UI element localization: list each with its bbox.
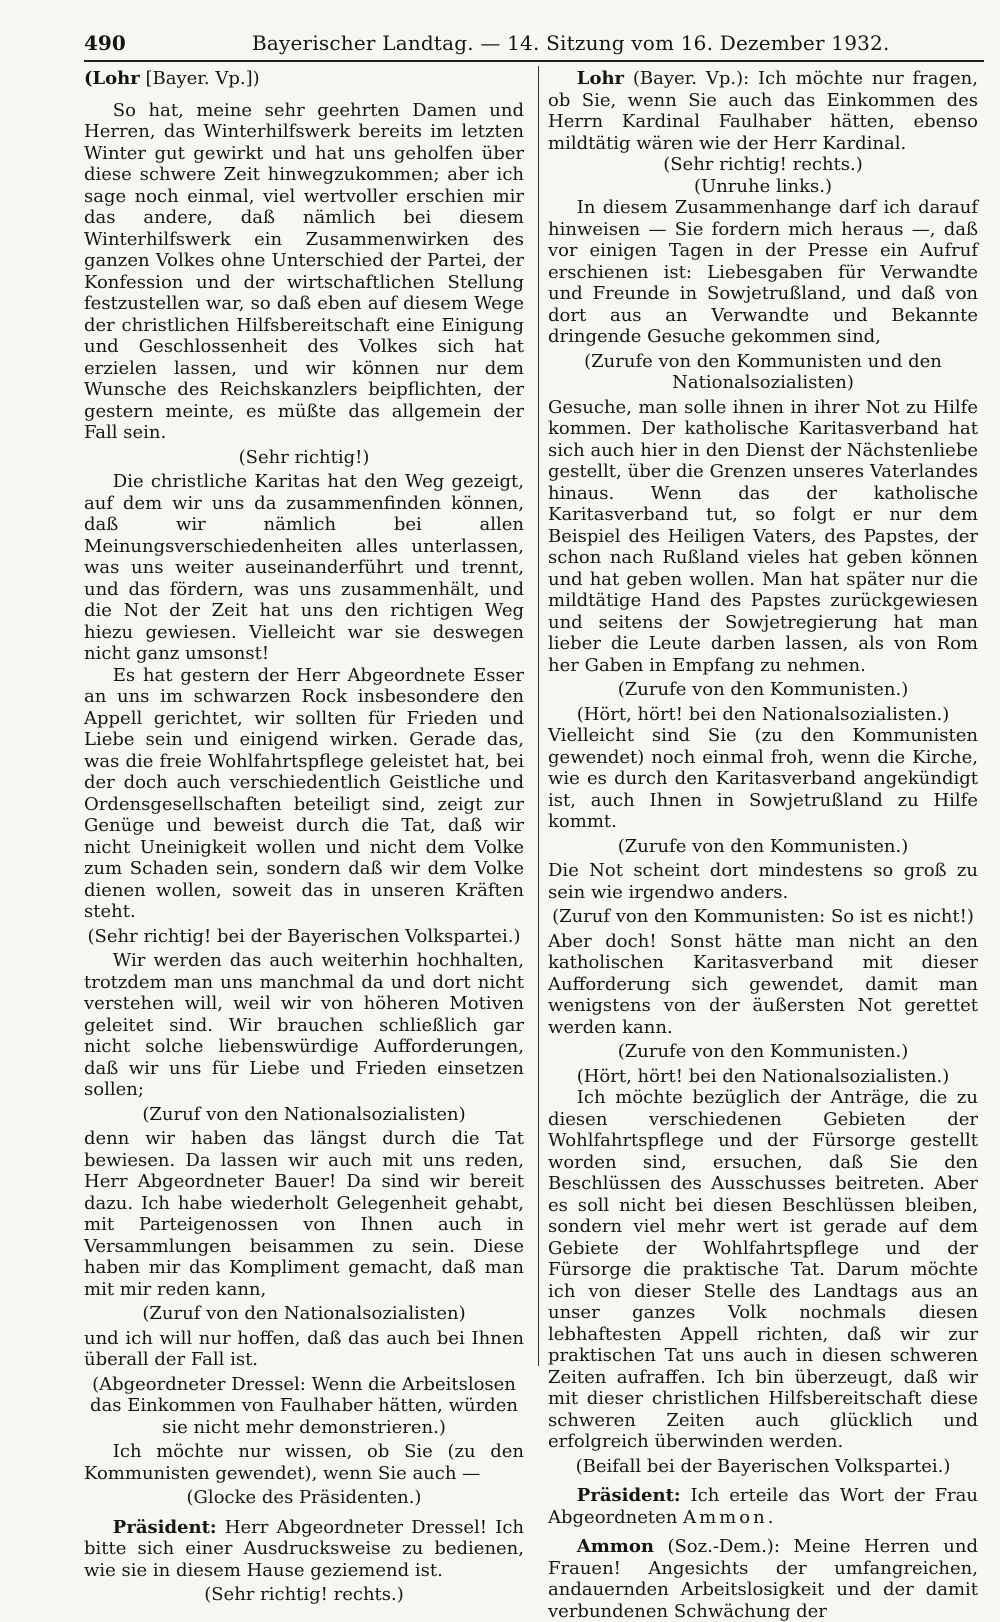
- paragraph: Ich möchte nur wissen, ob Sie (zu den Kommunisten gewendet), wenn Sie auch —: [84, 1441, 524, 1484]
- president-text: Ich erteile das Wort der Frau Abgeordneten: [548, 1485, 978, 1528]
- paragraph: Vielleicht sind Sie (zu den Kommunisten gewendet) noch einmal froh, wenn die Kirche, wie es durch den Karitasverband angekündigt ist, auch Ihnen in Sowjetrußland zu Hilfe kommt.: [548, 725, 978, 832]
- speaker-paragraph: [548, 68, 978, 154]
- interjection: (Beifall bei der Bayerischen Volkspartei.): [575, 1455, 951, 1477]
- interjection: (Zurufe von den Kommunisten.): [617, 1041, 909, 1062]
- speaker-line: [84, 68, 524, 90]
- speaker-name: Lohr: [576, 68, 625, 89]
- interjection: (Abgeordneter Dressel: Wenn die Arbeitslosen das Einkommen von Faulhaber hätten, würden sie nicht mehr demonstrieren.): [90, 1373, 518, 1438]
- speaker-text: (Soz.-Dem.): Meine Herren und Frauen! Angesichts der umfangreichen, andauernden Arbeitslosigkeit und der damit verbundenen Schwächung der: [548, 1536, 978, 1622]
- interjection: (Sehr richtig! rechts.): [663, 154, 863, 175]
- interjection: (Hört, hört! bei den Nationalsozialisten.): [576, 703, 950, 725]
- paragraph: Aber doch! Sonst hätte man nicht an den katholischen Karitasverband mit dieser Aufforderung sich gewendet, damit man wenigstens von der äußersten Not gerettet werden kann.: [548, 930, 978, 1038]
- president-text: Herr Abgeordneter Dressel! Ich bitte sich einer Ausdrucksweise zu bedienen, wie sie in diesem Hause geziemend ist.: [84, 1516, 524, 1581]
- paragraph: So hat, meine sehr geehrten Damen und Herren, das Winterhilfswerk bereits im letzten Winter gut gewirkt und hat uns geholfen über diese schwere Zeit hinwegzukommen; aber ich sage noch einmal, viel wertvoller erschien mir das andere, daß nämlich bei diesem Winterhilfswerk ein Zusammenwirken des ganzen Volkes ohne Unterschied der Partei, der Konfession und der wirtschaftlichen Stellung festzustellen war, so daß eben auf diesem Wege der christlichen Hilfsbereitschaft eine Einigung und Geschlossenheit des Volkes sich hat erzielen lassen, und wir können nur dem Wunsche des Reichskanzlers beipflichten, der gestern meinte, es müßte das allgemein der Fall sein.: [84, 99, 524, 443]
- paragraph: denn wir haben das längst durch die Tat bewiesen. Da lassen wir auch mit uns reden, Herr Abgeordneter Bauer! Da sind wir bereit dazu. Ich habe wiederholt Gelegenheit gehabt, mit Parteigenossen von Ihnen auch in Versammlungen beisammen zu sein. Diese haben mir das Kompliment gemacht, daß man mit mir reden kann,: [84, 1128, 524, 1300]
- interjection: (Sehr richtig! rechts.): [204, 1584, 404, 1605]
- interjection: (Zurufe von den Kommunisten.): [617, 835, 909, 857]
- speaker-name: Ammon: [576, 1536, 654, 1557]
- left-column: [84, 68, 524, 1609]
- interjection: (Sehr richtig!): [238, 446, 370, 468]
- speaker-paragraph: [548, 1536, 978, 1622]
- interjection: (Sehr richtig! bei der Bayerischen Volkspartei.): [87, 925, 521, 947]
- paragraph: Wir werden das auch weiterhin hochhalten, trotzdem man uns manchmal da und dort nicht verstehen will, weil wir von höheren Motiven geleitet sind. Wir brauchen schließlich gar nicht solche liebenswürdige Aufforderungen, daß wir uns für Liebe und Frieden einsetzen sollen;: [84, 950, 524, 1100]
- speaker-party: [Bayer. Vp.]): [139, 68, 260, 89]
- speaker-name: (Lohr: [84, 68, 140, 89]
- paragraph: Ich möchte bezüglich der Anträge, die zu diesen verschiedenen Gebieten der Wohlfahrtspflege und der Fürsorge gestellt worden sind, ersuchen, daß Sie den Beschlüssen des Ausschusses beitreten. Aber es soll nicht bei diesen Beschlüssen bleiben, sondern viel mehr wert ist gerade auf dem Gebiete der Wohlfahrtspflege und der Fürsorge die praktische Tat. Darum möchte ich von dieser Stelle des Landtags aus an unser ganzes Volk nochmals diesen lebhaftesten Appell richten, daß wir zur praktischen Tat uns auch in diesen schweren Zeiten aufraffen. Ich bin überzeugt, daß wir mit dieser christlichen Hilfsbereitschaft diese schweren Zeiten auch glücklich und erfolgreich überwinden werden.: [548, 1087, 978, 1452]
- president-label: Präsident:: [576, 1485, 681, 1506]
- paragraph: Es hat gestern der Herr Abgeordnete Esser an uns im schwarzen Rock insbesondere den Appell gerichtet, wir sollten für Frieden und Liebe sein und einigend wirken. Gerade das, was die freie Wohlfahrtspflege geleistet hat, bei der doch auch verschiedentlich Geistliche und Ordensgesellschaften beteiligt sind, zeigt zur Genüge und beweist durch die Tat, daß wir nicht Uneinigkeit wollen und nicht dem Volke zum Schaden sein, sondern daß wir dem Volke dienen wollen, soweit das in unseren Kräften steht.: [84, 664, 524, 922]
- interjection: (Glocke des Präsidenten.): [186, 1487, 422, 1508]
- president-label: Präsident:: [112, 1516, 217, 1538]
- president-paragraph: [84, 1517, 524, 1582]
- speaker-text: (Bayer. Vp.): Ich möchte nur fragen, ob Sie, wenn Sie auch das Einkommen des Herrn Kardinal Faulhaber hätten, ebenso mildtätig wären wie der Herr Kardinal.: [548, 68, 978, 154]
- interjection: (Zuruf von den Nationalsozialisten): [142, 1303, 466, 1324]
- paragraph: In diesem Zusammenhange darf ich darauf hinweisen — Sie fordern mich heraus —, daß vor einigen Tagen in der Presse ein Aufruf erschienen ist: Liebesgaben für Verwandte und Freunde in Sowjetrußland, und daß von dort aus an Verwandte und Bekannte dringende Gesuche gekommen sind,: [548, 197, 978, 347]
- header-rule: [84, 60, 984, 62]
- interjection: (Hört, hört! bei den Nationalsozialisten.): [576, 1065, 950, 1087]
- interjection: (Zurufe von den Kommunisten.): [617, 679, 909, 700]
- paragraph: und ich will nur hoffen, daß das auch bei Ihnen überall der Fall ist.: [84, 1327, 524, 1370]
- paragraph: Die christliche Karitas hat den Weg gezeigt, auf dem wir uns da zusammenfinden können, daß wir nämlich bei allen Meinungsverschiedenheiten alles unterlassen, was uns weiter auseinanderführt und trennt, und das fördern, was uns zusammenhält, und die Not der Zeit hat uns den richtigen Weg hiezu gewiesen. Vielleicht war sie deswegen nicht ganz umsonst!: [84, 471, 524, 664]
- page-number: 490: [84, 31, 126, 55]
- column-divider: [538, 66, 539, 1366]
- interjection: (Zurufe von den Kommunisten und den Nationalsozialisten): [584, 350, 942, 393]
- paragraph: Gesuche, man solle ihnen in ihrer Not zu Hilfe kommen. Der katholische Karitasverband hat sich auch hier in den Dienst der Nächstenliebe gestellt, über die Grenzen unseres Vaterlandes hinaus. Wenn das der katholische Karitasverband tut, so folgt er nur dem Beispiel des Heiligen Vaters, des Papstes, der schon nach Rußland vieles hat geben können und hat geben wollen. Man hat später nur die mildtätige Hand des Papstes zurückgewiesen und seitens der Sowjetregierung hat man lieber die Leute darben lassen, als von Rom her Gaben in Empfang zu nehmen.: [548, 396, 978, 676]
- interjection: (Unruhe links.): [694, 175, 832, 197]
- president-paragraph: [548, 1485, 978, 1528]
- running-title: Bayerischer Landtag. — 14. Sitzung vom 16. Dezember 1932.: [252, 31, 890, 55]
- right-column: [548, 68, 978, 1622]
- speaker-name-spaced: Ammon: [683, 1506, 768, 1528]
- page-header: [84, 30, 964, 56]
- interjection: (Zuruf von den Nationalsozialisten): [142, 1103, 466, 1125]
- interjection: (Zuruf von den Kommunisten: So ist es nicht!): [552, 906, 974, 927]
- president-text-end: .: [767, 1506, 774, 1528]
- paragraph: Die Not scheint dort mindestens so groß zu sein wie irgendwo anders.: [548, 860, 978, 903]
